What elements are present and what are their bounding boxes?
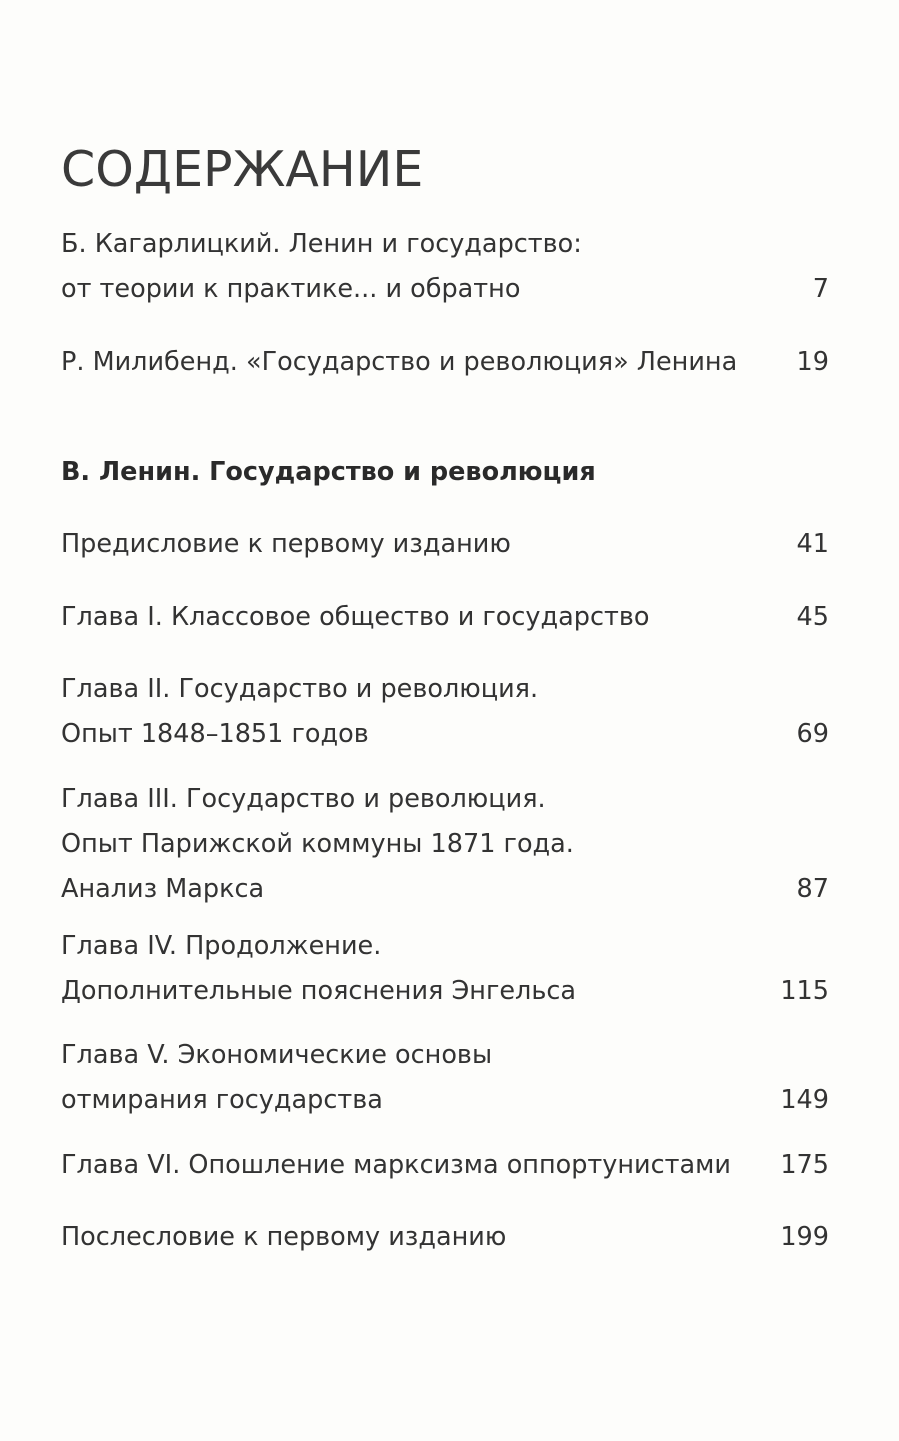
entry-title [61,667,751,757]
entry-title-line: Дополнительные пояснения Энгельса [61,976,577,1006]
page-number: 149 [780,1085,829,1115]
entry-title [61,777,751,912]
entry-title-line: Опыт 1848–1851 годов [61,719,369,749]
toc-entry-chapter-2 [61,667,829,757]
page-number: 115 [780,976,829,1006]
entry-title-line: Р. Милибенд. «Государство и революция» Ленина [61,347,738,377]
entry-title [61,1215,751,1260]
page-number: 41 [796,529,829,559]
page-title: СОДЕРЖАНИЕ [61,141,424,198]
entry-title-line: Б. Кагарлицкий. Ленин и государство: [61,229,582,259]
entry-title-line: Глава I. Классовое общество и государство [61,602,650,632]
toc-entry-preface [61,522,829,567]
entry-title [61,222,751,312]
entry-title-line: Предисловие к первому изданию [61,529,511,559]
entry-title-line: Послесловие к первому изданию [61,1222,507,1252]
page-number: 7 [812,274,829,304]
toc-entry-chapter-4 [61,924,829,1014]
page-number: 199 [780,1222,829,1252]
entry-title-line: Глава V. Экономические основы [61,1040,493,1070]
entry-title-line: Глава III. Государство и революция. [61,784,546,814]
entry-title [61,1033,751,1123]
entry-title-line: Опыт Парижской коммуны 1871 года. [61,829,574,859]
toc-entry-chapter-5 [61,1033,829,1123]
toc-entry-afterword [61,1215,829,1260]
entry-title-line: Глава IV. Продолжение. [61,931,382,961]
entry-title-line: Глава VI. Опошление марксизма оппортунистами [61,1150,731,1180]
section-heading: В. Ленин. Государство и революция [61,457,596,487]
entry-title-line: Анализ Маркса [61,874,265,904]
entry-title-line: Глава II. Государство и революция. [61,674,539,704]
page-number: 45 [796,602,829,632]
toc-entry-miliband [61,340,829,385]
entry-title [61,1143,751,1188]
entry-title [61,522,751,567]
toc-entry-kagarlitsky [61,222,829,312]
entry-title [61,340,751,385]
toc-entry-chapter-1 [61,595,829,640]
entry-title [61,595,751,640]
toc-entry-chapter-6 [61,1143,829,1188]
page-number: 69 [796,719,829,749]
page-number: 87 [796,874,829,904]
page-number: 19 [796,347,829,377]
entry-title [61,924,751,1014]
entry-title-line: отмирания государства [61,1085,383,1115]
page-number: 175 [780,1150,829,1180]
toc-entry-chapter-3 [61,777,829,912]
entry-title-line: от теории к практике... и обратно [61,274,521,304]
